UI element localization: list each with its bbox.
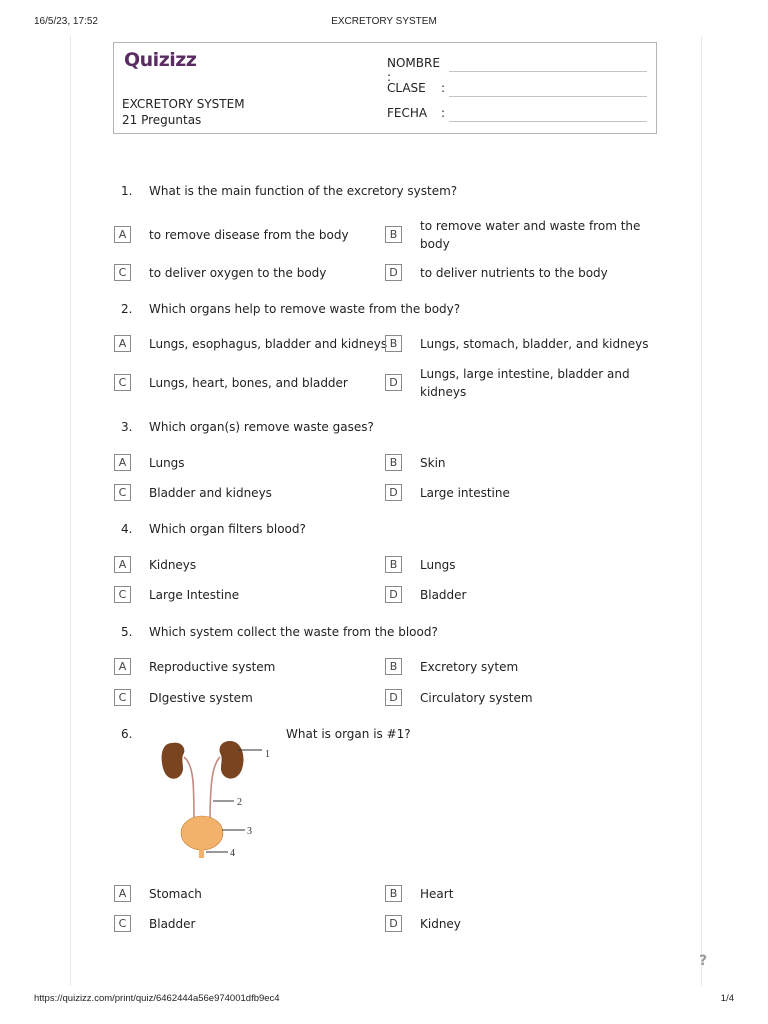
option-5d[interactable] — [385, 680, 645, 716]
option-text: Excretory sytem — [420, 660, 519, 674]
option-text: Stomach — [149, 887, 202, 901]
option-letter-box: D — [385, 264, 402, 281]
option-text: to remove disease from the body — [149, 228, 349, 242]
option-text: Bladder — [149, 917, 196, 931]
name-label: NOMBRE : — [387, 56, 440, 84]
question-text: Which organ(s) remove waste gases? — [149, 420, 374, 434]
option-text: Bladder — [420, 588, 467, 602]
option-letter-box: D — [385, 915, 402, 932]
question-text: What is the main function of the excretory system? — [149, 184, 458, 198]
option-text: Circulatory system — [420, 691, 533, 705]
option-letter-box: D — [385, 586, 402, 603]
option-letter-box: A — [114, 885, 131, 902]
option-text: Lungs, esophagus, bladder and kidneys — [149, 337, 388, 351]
question-number: 1. — [121, 184, 133, 198]
date-blank-line — [449, 121, 647, 122]
option-text: Heart — [420, 887, 454, 901]
option-letter-box: A — [114, 658, 131, 675]
option-text: Lungs, heart, bones, and bladder — [149, 376, 348, 390]
option-text: Kidneys — [149, 558, 197, 572]
option-1d[interactable] — [385, 255, 645, 291]
option-text: Lungs — [149, 456, 185, 470]
diagram-label-3: 3 — [247, 826, 252, 837]
print-title: EXCRETORY SYSTEM — [331, 16, 437, 27]
option-text: Large Intestine — [149, 588, 240, 602]
option-letter-box: C — [114, 586, 131, 603]
option-3d[interactable] — [385, 475, 645, 511]
option-1b[interactable] — [385, 217, 645, 253]
option-text: Lungs — [420, 558, 456, 572]
help-icon[interactable]: ? — [699, 953, 708, 969]
urethra — [199, 848, 204, 858]
option-letter-box: B — [385, 885, 402, 902]
diagram-label-4: 4 — [230, 848, 235, 859]
question-text: What is organ is #1? — [286, 727, 411, 741]
class-label: CLASE — [387, 81, 426, 95]
class-colon: : — [441, 81, 446, 95]
option-1a[interactable] — [114, 217, 364, 253]
option-letter-box: C — [114, 915, 131, 932]
option-letter-box: A — [114, 335, 131, 352]
right-kidney-icon — [219, 741, 243, 779]
option-6d[interactable] — [385, 906, 645, 942]
print-footer — [0, 993, 768, 1007]
question-text: Which system collect the waste from the blood? — [149, 625, 438, 639]
date-colon: : — [441, 106, 446, 120]
option-letter-box: A — [114, 556, 131, 573]
option-letter-box: C — [114, 689, 131, 706]
date-label: FECHA — [387, 106, 428, 120]
option-text: Kidney — [420, 917, 461, 931]
option-letter-box: C — [114, 264, 131, 281]
print-header — [0, 16, 768, 30]
option-2c[interactable] — [114, 365, 364, 401]
option-letter-box: B — [385, 556, 402, 573]
option-4d[interactable] — [385, 577, 645, 613]
option-text: Lungs, stomach, bladder, and kidneys — [420, 337, 649, 351]
option-4c[interactable] — [114, 577, 364, 613]
option-text: DIgestive system — [149, 691, 253, 705]
option-2d[interactable] — [385, 365, 645, 401]
question-count: 21 Preguntas — [122, 113, 202, 127]
option-text: Bladder and kidneys — [149, 486, 272, 500]
option-text: Skin — [420, 456, 446, 470]
name-blank-line — [449, 71, 647, 72]
option-letter-box: B — [385, 226, 402, 243]
question-number: 6. — [121, 727, 133, 741]
option-text: to deliver oxygen to the body — [149, 266, 327, 280]
option-letter-box: A — [114, 454, 131, 471]
option-2a[interactable] — [114, 326, 388, 362]
option-letter-box: C — [114, 374, 131, 391]
option-letter-box: A — [114, 226, 131, 243]
option-letter-box: D — [385, 689, 402, 706]
option-2b[interactable] — [385, 326, 649, 362]
option-letter-box: C — [114, 484, 131, 501]
option-text: Lungs, large intestine, bladder and kidneys — [420, 367, 630, 399]
diagram-label-1: 1 — [265, 749, 270, 760]
option-6c[interactable] — [114, 906, 364, 942]
page-number: 1/4 — [720, 993, 734, 1004]
bladder-icon — [181, 816, 223, 850]
worksheet-header — [113, 42, 657, 134]
option-5c[interactable] — [114, 680, 364, 716]
option-letter-box: B — [385, 454, 402, 471]
quizizz-logo: Quizizz — [124, 49, 197, 71]
option-letter-box: B — [385, 335, 402, 352]
urinary-system-diagram — [150, 735, 280, 865]
question-text: Which organ filters blood? — [149, 522, 306, 536]
option-text: to remove water and waste from the body — [420, 219, 641, 251]
question-text: Which organs help to remove waste from the body? — [149, 302, 461, 316]
option-text: to deliver nutrients to the body — [420, 266, 608, 280]
option-letter-box: D — [385, 484, 402, 501]
option-text: Reproductive system — [149, 660, 276, 674]
diagram-label-2: 2 — [237, 797, 242, 808]
option-3c[interactable] — [114, 475, 364, 511]
option-letter-box: D — [385, 374, 402, 391]
option-letter-box: B — [385, 658, 402, 675]
print-datetime: 16/5/23, 17:52 — [34, 16, 98, 27]
quiz-title: EXCRETORY SYSTEM — [122, 97, 245, 111]
option-1c[interactable] — [114, 255, 364, 291]
question-number: 3. — [121, 420, 133, 434]
question-number: 4. — [121, 522, 133, 536]
print-url: https://quizizz.com/print/quiz/6462444a56e974001dfb9ec4 — [34, 993, 280, 1004]
question-number: 2. — [121, 302, 133, 316]
class-blank-line — [449, 96, 647, 97]
option-text: Large intestine — [420, 486, 510, 500]
question-number: 5. — [121, 625, 133, 639]
